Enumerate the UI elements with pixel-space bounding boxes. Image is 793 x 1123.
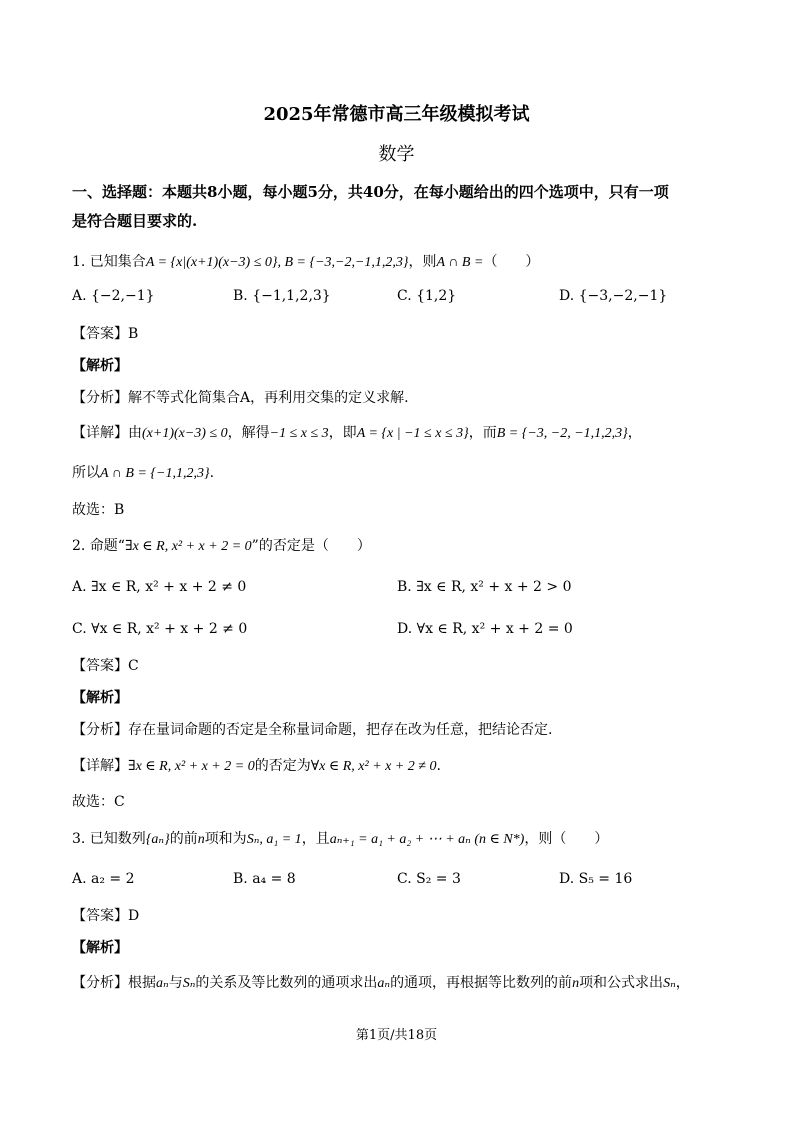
q2-guxuan: 故选：C [72, 794, 125, 810]
q1-option-a: A. {−2,−1} [72, 288, 155, 304]
q1-fenxi: 【分析】解不等式化简集合A，再利用交集的定义求解. [72, 390, 409, 406]
q1-option-c: C. {1,2} [397, 288, 457, 304]
q2-fenxi: 【分析】存在量词命题的否定是全称量词命题，把存在改为任意，把结论否定. [72, 722, 553, 738]
q2-xiangjie: 【详解】∃x ∈ R, x² + x + 2 = 0的否定为∀x ∈ R, x² + x + 2 ≠ 0. [72, 758, 441, 774]
q2-option-a: A. ∃x ∈ R, x² + x + 2 ≠ 0 [72, 579, 247, 595]
page-footer: 第1页/共18页 [355, 1028, 438, 1043]
q2-option-c: C. ∀x ∈ R, x² + x + 2 ≠ 0 [72, 621, 248, 637]
q3-fenxi: 【分析】根据aₙ与Sₙ的关系及等比数列的通项求出aₙ的通项，再根据等比数列的前n项和公式求出Sₙ， [72, 975, 690, 991]
q3-option-b: B. a₄ = 8 [233, 871, 296, 887]
subject-title: 数学 [378, 144, 415, 165]
section-heading-line2: 是符合题目要求的. [72, 212, 198, 230]
q1-option-d: D. {−3,−2,−1} [559, 288, 668, 304]
q3-option-a: A. a₂ = 2 [72, 871, 135, 887]
q2-stem: 2. 命题“∃x ∈ R, x² + x + 2 = 0”的否定是（ ） [72, 538, 371, 554]
exam-title: 2025年常德市高三年级模拟考试 [263, 104, 530, 125]
q1-option-b: B. {−1,1,2,3} [233, 288, 331, 304]
q2-jiexi: 【解析】 [72, 690, 128, 706]
q2-answer: 【答案】C [72, 658, 139, 674]
q2-option-b: B. ∃x ∈ R, x² + x + 2 > 0 [397, 579, 572, 595]
q3-option-d: D. S₅ = 16 [559, 871, 633, 887]
q1-jiexi: 【解析】 [72, 358, 128, 374]
q1-stem: 1. 已知集合A = {x|(x+1)(x−3) ≤ 0}, B = {−3,−2,−1,1,2,3}，则A ∩ B =（ ） [72, 254, 540, 270]
q1-answer: 【答案】B [72, 326, 139, 342]
q1-xiangjie: 【详解】由(x+1)(x−3) ≤ 0，解得−1 ≤ x ≤ 3，即A = {x | −1 ≤ x ≤ 3}，而B = {−3, −2, −1,1,2,3}， [72, 425, 642, 441]
q1-suoyi: 所以A ∩ B = {−1,1,2,3}. [72, 465, 215, 481]
q2-option-d: D. ∀x ∈ R, x² + x + 2 = 0 [397, 621, 573, 637]
q3-stem: 3. 已知数列{aₙ}的前n项和为Sₙ, a₁ = 1，且aₙ₊₁ = a₁ + a₂ + ⋯ + aₙ (n ∈ N*)，则（ ） [72, 831, 609, 847]
section-heading-line1: 一、选择题：本题共8小题，每小题5分，共40分，在每小题给出的四个选项中，只有一项 [72, 183, 669, 201]
q3-answer: 【答案】D [72, 908, 140, 924]
q1-guxuan: 故选：B [72, 502, 125, 518]
q3-jiexi: 【解析】 [72, 940, 128, 956]
q3-option-c: C. S₂ = 3 [397, 871, 461, 887]
